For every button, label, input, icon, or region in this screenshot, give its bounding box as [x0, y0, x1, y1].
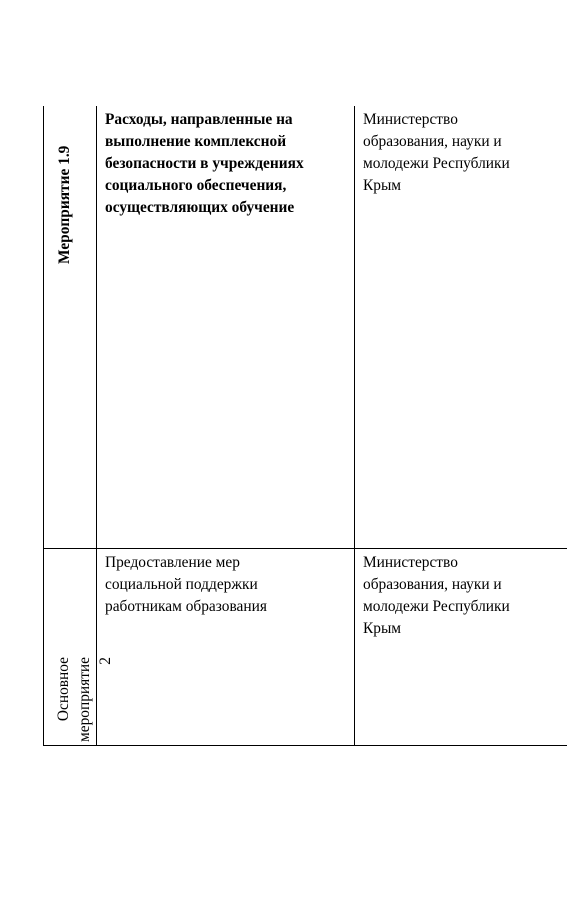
- col-divider-1: [96, 106, 97, 746]
- row-2-executor: Министерство образования, науки и молодежи Республики Крым: [363, 554, 510, 637]
- row-2-description: Предоставление мер социальной поддержки работникам образования: [105, 554, 267, 615]
- row-divider: [43, 548, 567, 549]
- row-1-label-cell: [44, 106, 96, 548]
- row-1-executor: Министерство образования, науки и молодежи Республики Крым: [363, 111, 510, 194]
- row-2-label-cell: [44, 549, 114, 745]
- row-1-description: Расходы, направленные на выполнение комплексной безопасности в учреждениях социального обеспечения, осуществляющих обучение: [105, 111, 304, 216]
- table-bottom-border: [43, 745, 567, 746]
- col-divider-2: [354, 106, 355, 746]
- row-2-label: Основное мероприятие 2: [55, 656, 114, 742]
- row-1-label: Мероприятие 1.9: [56, 145, 73, 264]
